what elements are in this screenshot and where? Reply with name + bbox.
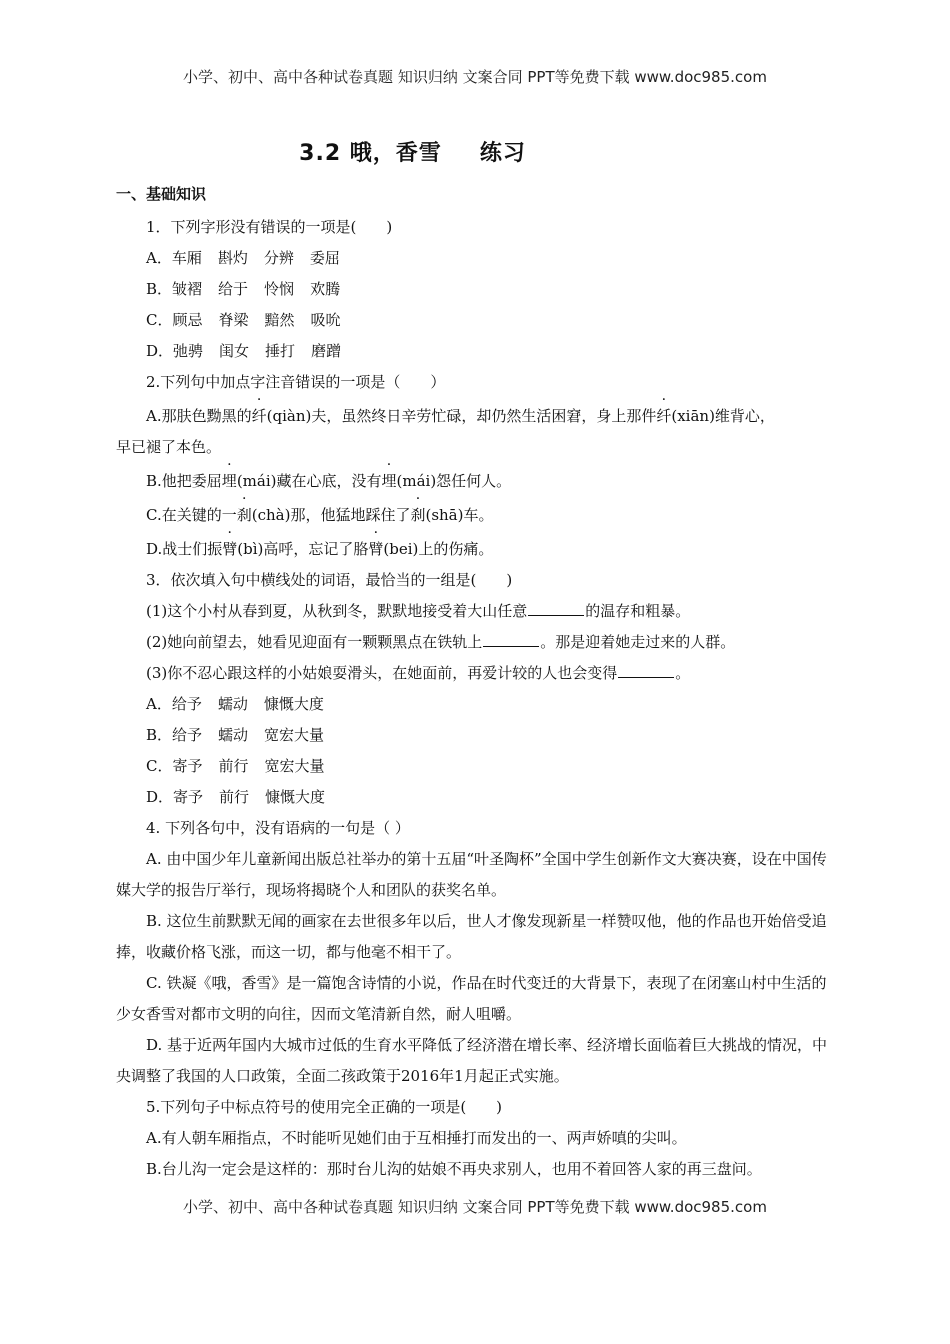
page-footer: 小学、初中、高中各种试卷真题 知识归纳 文案合同 PPT等免费下载 www.doc985.com bbox=[183, 1198, 767, 1216]
q3-option-b: B．给予 蠕动 宽宏大量 bbox=[146, 726, 325, 744]
fill-blank bbox=[528, 599, 584, 616]
question-body bbox=[116, 212, 838, 1185]
q4-option-b: B. 这位生前默默无闻的画家在去世很多年以后，世人才像发现新星一样赞叹他，他的作品也开始倍受追捧，收藏价格飞涨，而这一切，都与他毫不相干了。 bbox=[116, 912, 827, 961]
q2-option-a: A.那肤色黝黑的纤(qiàn)夫，虽然终日辛劳忙碌，却仍然生活困窘，身上那件纤(xiān)维背心， bbox=[146, 407, 775, 425]
q1-option-b: B．皱褶 给于 怜悯 欢腾 bbox=[146, 280, 341, 298]
section-heading: 一、基础知识 bbox=[116, 185, 207, 203]
q4-option-d: D. 基于近两年国内大城市过低的生育水平降低了经济潜在增长率、经济增长面临着巨大挑战的情况，中央调整了我国的人口政策，全面二孩政策于2016年1月起正式实施。 bbox=[116, 1036, 828, 1085]
q1-option-d: D．弛骋 闺女 捶打 磨蹭 bbox=[146, 342, 342, 360]
q4-stem: 4. 下列各句中，没有语病的一句是（ ） bbox=[146, 819, 410, 837]
page-title bbox=[0, 136, 825, 167]
q5-option-a: A.有人朝车厢指点，不时能听见她们由于互相捶打而发出的一、两声娇嗔的尖叫。 bbox=[146, 1129, 687, 1147]
q5-stem: 5.下列句子中标点符号的使用完全正确的一项是( ) bbox=[146, 1098, 503, 1116]
q3-sentence-3: (3)你不忍心跟这样的小姑娘耍滑头，在她面前，再爱计较的人也会变得 。 bbox=[116, 658, 838, 689]
title-sub: 练习 bbox=[479, 141, 526, 166]
q3-stem: 3．依次填入句中横线处的词语，最恰当的一组是( ) bbox=[146, 571, 513, 589]
fill-blank bbox=[618, 661, 674, 678]
q4-option-c: C. 铁凝《哦，香雪》是一篇饱含诗情的小说，作品在时代变迁的大背景下，表现了在闭塞山村中生活的少女香雪对都市文明的向往，因而文笔清新自然，耐人咀嚼。 bbox=[116, 974, 827, 1023]
q1-option-c: C．顾忌 脊梁 黯然 吸吮 bbox=[146, 311, 341, 329]
q2-option-a-cont: 早已褪了本色。 bbox=[116, 438, 222, 456]
q2-option-d: D.战士们振臂(bì)高呼，忘记了胳臂(bei)上的伤痛。 bbox=[146, 540, 494, 558]
q2-option-b: B.他把委屈埋(mái)藏在心底，没有埋(mái)怨任何人。 bbox=[146, 472, 512, 490]
q3-sentence-2: (2)她向前望去，她看见迎面有一颗颗黑点在铁轨上 。那是迎着她走过来的人群。 bbox=[116, 627, 838, 658]
q3-option-c: C．寄予 前行 宽宏大量 bbox=[146, 757, 325, 775]
q2-option-c: C.在关键的一刹(chà)那，他猛地踩住了刹(shā)车。 bbox=[146, 506, 494, 524]
q5-option-b: B.台儿沟一定会是这样的：那时台儿沟的姑娘不再央求别人，也用不着回答人家的再三盘问。 bbox=[146, 1160, 762, 1178]
page-header: 小学、初中、高中各种试卷真题 知识归纳 文案合同 PPT等免费下载 www.doc985.com bbox=[183, 68, 767, 86]
q4-option-a: A. 由中国少年儿童新闻出版总社举办的第十五届“叶圣陶杯”全国中学生创新作文大赛决赛，设在中国传媒大学的报告厅举行，现场将揭晓个人和团队的获奖名单。 bbox=[116, 850, 827, 899]
q3-sentence-1: (1)这个小村从春到夏，从秋到冬，默默地接受着大山任意 的温存和粗暴。 bbox=[116, 596, 838, 627]
fill-blank bbox=[483, 630, 539, 647]
title-main: 3.2 哦，香雪 bbox=[299, 141, 442, 166]
q1-stem: 1．下列字形没有错误的一项是( ) bbox=[146, 218, 393, 236]
q2-stem: 2.下列句中加点字注音错误的一项是（ ） bbox=[146, 373, 446, 391]
q3-option-d: D．寄予 前行 慷慨大度 bbox=[146, 788, 326, 806]
q1-option-a: A．车厢 斟灼 分辨 委屈 bbox=[146, 249, 340, 267]
q3-option-a: A．给予 蠕动 慷慨大度 bbox=[146, 695, 324, 713]
